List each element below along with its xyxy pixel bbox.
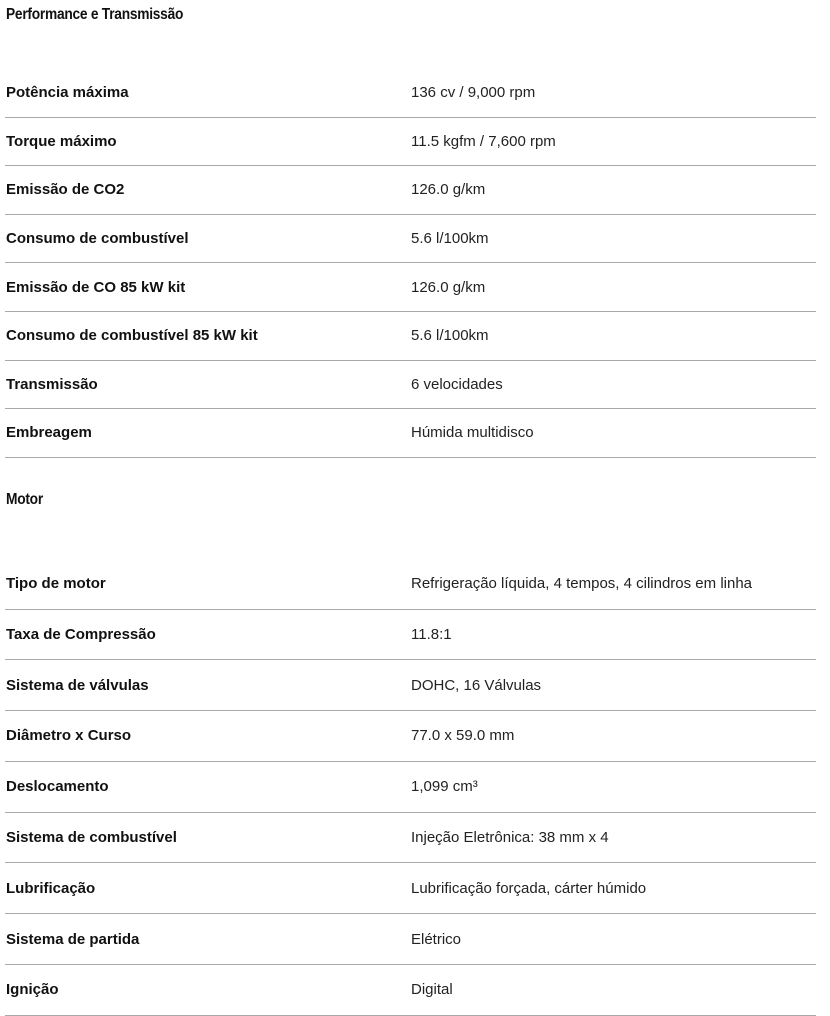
- spec-row-ignicao: [5, 965, 816, 1016]
- spec-value: 6 velocidades: [411, 375, 503, 393]
- spec-row-taxa-compressao: [5, 610, 816, 661]
- spec-table-motor: [5, 558, 816, 1016]
- spec-row-tipo-motor: [5, 558, 816, 610]
- spec-value: Elétrico: [411, 930, 462, 948]
- spec-value: 5.6 l/100km: [411, 327, 489, 345]
- spec-label: Consumo de combustível: [6, 230, 189, 248]
- spec-row-emissao-kit: [5, 263, 816, 312]
- spec-row-valvulas: [5, 660, 816, 711]
- spec-row-embreagem: [5, 409, 816, 458]
- spec-value: 11.8:1: [411, 625, 452, 643]
- spec-label: Emissão de CO2: [6, 181, 125, 199]
- spec-row-consumo: [5, 215, 816, 264]
- spec-row-lubrificacao: [5, 863, 816, 914]
- spec-label: Ignição: [6, 981, 59, 999]
- spec-label: Diâmetro x Curso: [6, 727, 132, 745]
- spec-label: Deslocamento: [6, 778, 109, 796]
- spec-label: Lubrificação: [6, 879, 96, 897]
- spec-label: Embreagem: [6, 424, 92, 442]
- spec-label: Tipo de motor: [6, 574, 106, 592]
- spec-value: Refrigeração líquida, 4 tempos, 4 cilindros em linha: [411, 574, 753, 592]
- spec-label: Torque máximo: [6, 132, 117, 150]
- spec-label: Sistema de partida: [6, 930, 140, 948]
- spec-row-emissao-co2: [5, 166, 816, 215]
- spec-value: Injeção Eletrônica: 38 mm x 4: [411, 829, 609, 847]
- spec-label: Transmissão: [6, 375, 98, 393]
- spec-label: Consumo de combustível 85 kW kit: [6, 327, 258, 345]
- spec-value: DOHC, 16 Válvulas: [411, 676, 542, 694]
- spec-value: Digital: [411, 981, 453, 999]
- spec-label: Emissão de CO 85 kW kit: [6, 278, 186, 296]
- spec-value: 126.0 g/km: [411, 181, 486, 199]
- spec-value: 126.0 g/km: [411, 278, 486, 296]
- spec-value: 77.0 x 59.0 mm: [411, 727, 515, 745]
- spec-row-transmissao: [5, 361, 816, 410]
- spec-value: 5.6 l/100km: [411, 230, 489, 248]
- spec-value: Húmida multidisco: [411, 424, 534, 442]
- spec-label: Potência máxima: [6, 84, 129, 102]
- spec-value: 11.5 kgfm / 7,600 rpm: [411, 132, 556, 150]
- spec-value: Lubrificação forçada, cárter húmido: [411, 879, 647, 897]
- spec-row-partida: [5, 914, 816, 965]
- spec-row-diametro-curso: [5, 711, 816, 762]
- spec-row-potencia: [5, 69, 816, 118]
- section-title-motor: Motor: [6, 491, 43, 508]
- spec-label: Sistema de combustível: [6, 829, 177, 847]
- spec-row-deslocamento: [5, 762, 816, 813]
- spec-label: Taxa de Compressão: [6, 625, 156, 643]
- spec-row-consumo-kit: [5, 312, 816, 361]
- spec-value: 1,099 cm³: [411, 778, 478, 796]
- spec-row-torque: [5, 118, 816, 167]
- spec-value: 136 cv / 9,000 rpm: [411, 84, 536, 102]
- spec-row-combustivel: [5, 813, 816, 864]
- section-title-performance: Performance e Transmissão: [6, 6, 184, 23]
- spec-label: Sistema de válvulas: [6, 676, 149, 694]
- spec-table-performance: [5, 69, 816, 458]
